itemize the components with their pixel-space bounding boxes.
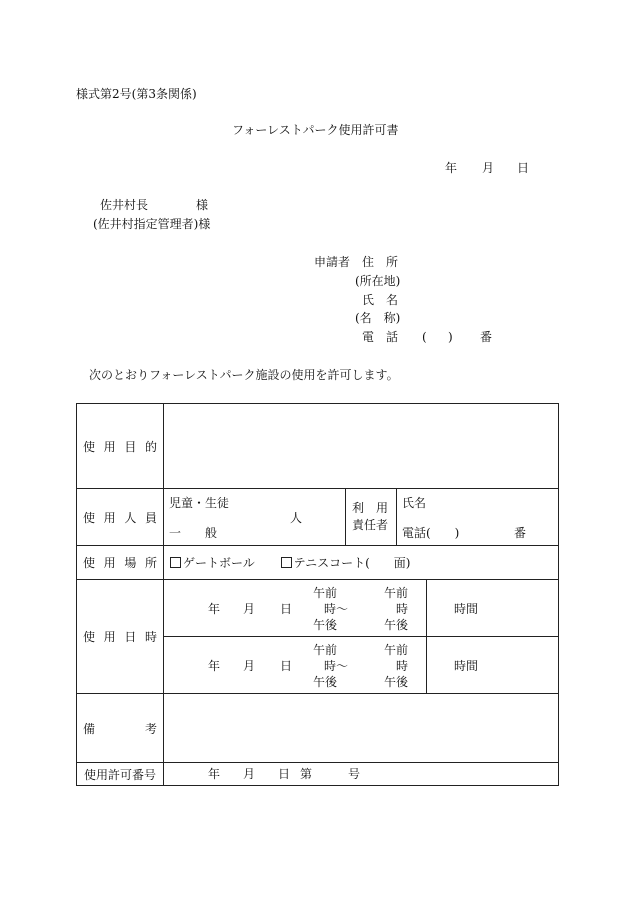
persons-label-cell [77,489,164,546]
user-label-2: 責任者 [352,518,389,532]
tennis-checkbox[interactable] [281,557,292,568]
dt2-divider [426,637,427,693]
datetime-label: 使 用 日 時 [83,630,157,644]
intro-text: 次のとおりフォーレストパーク施設の使用を許可します。 [89,368,399,382]
permit-label: 使用許可番号 [77,763,164,786]
dt1-hour-from: 時～ [324,602,349,616]
purpose-field[interactable] [164,404,559,489]
dt1-duration: 時間 [454,602,479,616]
user-phone-label: 電話( ) [402,526,460,540]
persons-unit: 人 [290,511,303,525]
persons-label: 使 用 人 員 [83,510,157,525]
dt1-hour-to: 時 [396,602,409,616]
dt1-divider [426,580,427,636]
remarks-label: 備 考 [83,721,157,736]
permit-form-table [76,403,559,786]
addressee-line1: 佐井村長 [100,198,149,212]
remarks-row [77,694,559,763]
place-field [164,546,559,580]
place-gateball-option[interactable]: ゲートボール [170,556,255,570]
place-label: 使 用 場 所 [83,556,157,570]
applicant-name-sub: (名 称) [355,311,401,325]
date-month: 月 [482,161,495,175]
document-title: フォーレストパーク使用許可書 [232,123,399,137]
remarks-label-cell [77,694,164,763]
user-label-box [346,489,397,545]
permit-month: 月 [243,767,256,781]
applicant-phone-label: 電 話 [362,330,399,344]
applicant-phone-paren-open: ( [422,330,427,344]
dt1-month: 月 [243,602,256,616]
remarks-field[interactable] [164,694,559,763]
gateball-checkbox[interactable] [170,557,181,568]
permit-day: 日 [278,767,291,781]
dt2-to-pm: 午後 [384,675,409,689]
permit-dai: 第 [300,767,313,781]
purpose-label: 使 用 目 的 [83,439,157,454]
dt2-hour-from: 時～ [324,659,349,673]
addressee-line2: (佐井村指定管理者)様 [93,217,211,231]
purpose-label-cell [77,404,164,489]
datetime-field-1[interactable] [164,580,559,637]
dt1-year: 年 [208,602,221,616]
place-tennis-option[interactable]: テニスコート( 面) [281,556,411,570]
dt1-to-pm: 午後 [384,618,409,632]
addressee-line1-suffix: 様 [196,198,209,212]
user-label-1: 利 用 [352,501,389,515]
date-year: 年 [445,161,458,175]
permit-year: 年 [208,767,221,781]
persons-row [77,489,559,546]
purpose-row [77,404,559,489]
dt2-month: 月 [243,659,256,673]
applicant-address-sub: (所在地) [355,274,401,288]
dt1-day: 日 [280,602,293,616]
dt2-day: 日 [280,659,293,673]
persons-general: 一 般 [169,526,218,540]
place-row [77,546,559,580]
user-phone-suffix: 番 [514,526,527,540]
applicant-label: 申請者 [314,255,351,269]
datetime-row-1 [77,580,559,637]
permit-go: 号 [348,767,361,781]
applicant-name-label: 氏 名 [362,293,399,307]
dt2-hour-to: 時 [396,659,409,673]
dt2-from-pm: 午後 [313,675,338,689]
applicant-phone-suffix: 番 [480,330,493,344]
dt1-from-pm: 午後 [313,618,338,632]
form-number: 様式第2号(第3条関係) [76,87,197,101]
dt2-year: 年 [208,659,221,673]
datetime-field-2[interactable] [164,637,559,694]
permit-field[interactable] [164,763,559,786]
dt2-from-am: 午前 [313,643,338,657]
persons-students: 児童・生徒 [169,496,230,510]
datetime-label-cell [77,580,164,694]
place-label-cell [77,546,164,580]
user-cell [346,489,559,546]
dt1-to-am: 午前 [384,586,409,600]
applicant-phone-paren-close: ) [448,330,453,344]
permit-row [77,763,559,786]
user-name-label: 氏名 [402,496,427,510]
dt1-from-am: 午前 [313,586,338,600]
applicant-address-label: 住 所 [362,255,399,269]
persons-field[interactable] [164,489,346,546]
date-day: 日 [517,161,530,175]
dt2-to-am: 午前 [384,643,409,657]
dt2-duration: 時間 [454,659,479,673]
